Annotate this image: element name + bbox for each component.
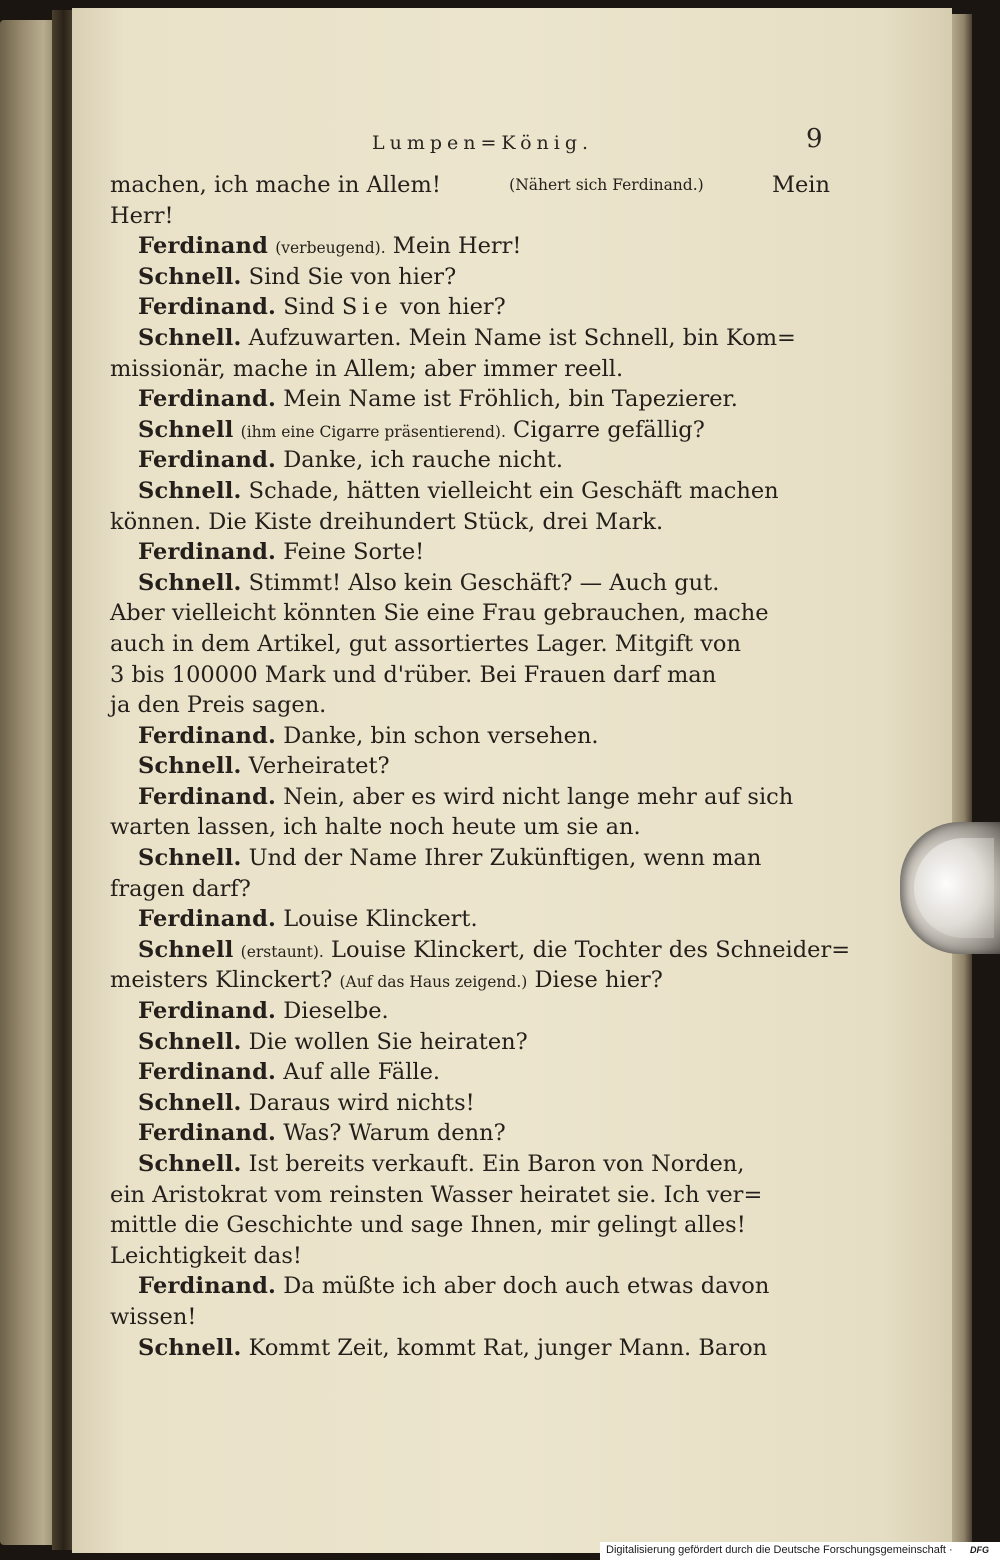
text-line: missionär, mache in Allem; aber immer reell. xyxy=(110,355,624,382)
text-line: Schnell. Sind Sie von hier? xyxy=(138,263,457,290)
speaker-name: Ferdinand. xyxy=(138,386,277,413)
facing-page-edge xyxy=(0,20,58,1545)
emphasized-word: Sie xyxy=(341,294,393,321)
page-stack-edge xyxy=(952,14,972,1546)
page-clip xyxy=(900,822,1000,954)
speaker-name: Schnell. xyxy=(138,1334,242,1361)
text-line: Schnell. Daraus wird nichts! xyxy=(138,1089,475,1116)
speaker-name: Ferdinand. xyxy=(138,998,277,1025)
text-line: Schnell. Ist bereits verkauft. Ein Baron von Norden, xyxy=(138,1151,745,1177)
digitization-credit: Digitalisierung gefördert durch die Deutsche Forschungsgemeinschaft · xyxy=(606,1544,953,1556)
speaker-name: Schnell. xyxy=(138,324,242,351)
text-line: Ferdinand. Louise Klinckert. xyxy=(138,906,478,933)
text-line: Ferdinand (verbeugend). Mein Herr! xyxy=(138,233,522,260)
text-line: Ferdinand. Feine Sorte! xyxy=(138,539,425,566)
text-line: ein Aristokrat vom reinsten Wasser heiratet sie. Ich ver= xyxy=(110,1181,763,1208)
speaker-name: Schnell. xyxy=(138,569,242,596)
speaker-name: Schnell. xyxy=(138,1089,242,1116)
text-line: Schnell. Die wollen Sie heiraten? xyxy=(138,1028,528,1055)
text-line: Schnell (erstaunt). Louise Klinckert, die Tochter des Schneider= xyxy=(138,936,851,963)
text-line: machen, ich mache in Allem! (Nähert sich Ferdinand.) Mein xyxy=(110,170,830,201)
page-body xyxy=(110,170,851,1363)
text-line: Ferdinand. Nein, aber es wird nicht lange mehr auf sich xyxy=(138,783,794,810)
speaker-name: Ferdinand. xyxy=(138,722,277,749)
text-line: Leichtigkeit das! xyxy=(110,1242,302,1269)
clip-highlight xyxy=(914,838,994,938)
running-head: Lumpen=König. xyxy=(372,132,594,154)
dfg-logo: DFG xyxy=(970,1545,989,1555)
speaker-name: Schnell xyxy=(138,416,234,443)
text-line: Schnell. Verheiratet? xyxy=(138,753,390,780)
text-line: auch in dem Artikel, gut assortiertes Lager. Mitgift von xyxy=(110,630,741,657)
text-line: Ferdinand. Da müßte ich aber doch auch etwas davon xyxy=(138,1273,770,1300)
text-line: können. Die Kiste dreihundert Stück, drei Mark. xyxy=(110,508,664,535)
text-line: Ferdinand. Dieselbe. xyxy=(138,998,389,1025)
speaker-name: Schnell. xyxy=(138,477,242,504)
speaker-name: Ferdinand. xyxy=(138,539,277,566)
text-line: warten lassen, ich halte noch heute um sie an. xyxy=(110,814,641,841)
text-line: Schnell. Aufzuwarten. Mein Name ist Schnell, bin Kom= xyxy=(138,324,796,351)
text-line: Herr! xyxy=(110,202,174,229)
text-line: wissen! xyxy=(110,1303,197,1330)
speaker-name: Ferdinand. xyxy=(138,1120,277,1147)
text-line: Ferdinand. Danke, ich rauche nicht. xyxy=(138,447,564,474)
text-line: Ferdinand. Danke, bin schon versehen. xyxy=(138,722,599,749)
speaker-name: Ferdinand. xyxy=(138,906,277,933)
speaker-name: Ferdinand. xyxy=(138,1059,277,1086)
text-line: Aber vielleicht könnten Sie eine Frau gebrauchen, mache xyxy=(110,600,769,627)
text-line: 3 bis 100000 Mark und d'rüber. Bei Frauen darf man xyxy=(110,661,717,688)
text-line: mittle die Geschichte und sage Ihnen, mir gelingt alles! xyxy=(110,1212,746,1239)
text-line: Ferdinand. Was? Warum denn? xyxy=(138,1120,506,1147)
text-line: ja den Preis sagen. xyxy=(110,692,327,719)
stage-direction: (ihm eine Cigarre präsentierend). xyxy=(240,422,506,441)
text-line: Schnell (ihm eine Cigarre präsentierend). Cigarre gefällig? xyxy=(138,416,705,443)
text-line: fragen darf? xyxy=(110,875,251,902)
speaker-name: Schnell. xyxy=(138,845,242,872)
text-line: Ferdinand. Sind Sie von hier? xyxy=(138,294,506,321)
speaker-name: Schnell. xyxy=(138,1028,242,1055)
speaker-name: Schnell. xyxy=(138,753,242,780)
stage-direction: (erstaunt). xyxy=(240,942,324,961)
speaker-name: Schnell. xyxy=(138,1151,242,1177)
speaker-name: Ferdinand. xyxy=(138,1273,277,1300)
speaker-name: Ferdinand. xyxy=(138,294,277,321)
text-line: Schnell. Kommt Zeit, kommt Rat, junger Mann. Baron xyxy=(138,1334,768,1361)
page-number: 9 xyxy=(806,124,823,154)
text-line: Ferdinand. Auf alle Fälle. xyxy=(138,1059,441,1086)
stage-direction: (verbeugend). xyxy=(275,239,386,258)
speaker-name: Ferdinand. xyxy=(138,783,277,810)
text-line: Ferdinand. Mein Name ist Fröhlich, bin Tapezierer. xyxy=(138,386,738,413)
stage-direction: (Nähert sich Ferdinand.) xyxy=(509,176,704,194)
text-line: Schnell. Und der Name Ihrer Zukünftigen, wenn man xyxy=(138,845,762,872)
stage-direction: (Auf das Haus zeigend.) xyxy=(339,973,528,992)
speaker-name: Schnell xyxy=(138,936,234,963)
speaker-name: Ferdinand xyxy=(138,233,269,260)
text-line: meisters Klinckert? (Auf das Haus zeigend.) Diese hier? xyxy=(110,967,663,994)
text-line: Schnell. Stimmt! Also kein Geschäft? — Auch gut. xyxy=(138,569,720,596)
speaker-name: Ferdinand. xyxy=(138,447,277,474)
text-line: Schnell. Schade, hätten vielleicht ein Geschäft machen xyxy=(138,477,779,504)
speaker-name: Schnell. xyxy=(138,263,242,290)
